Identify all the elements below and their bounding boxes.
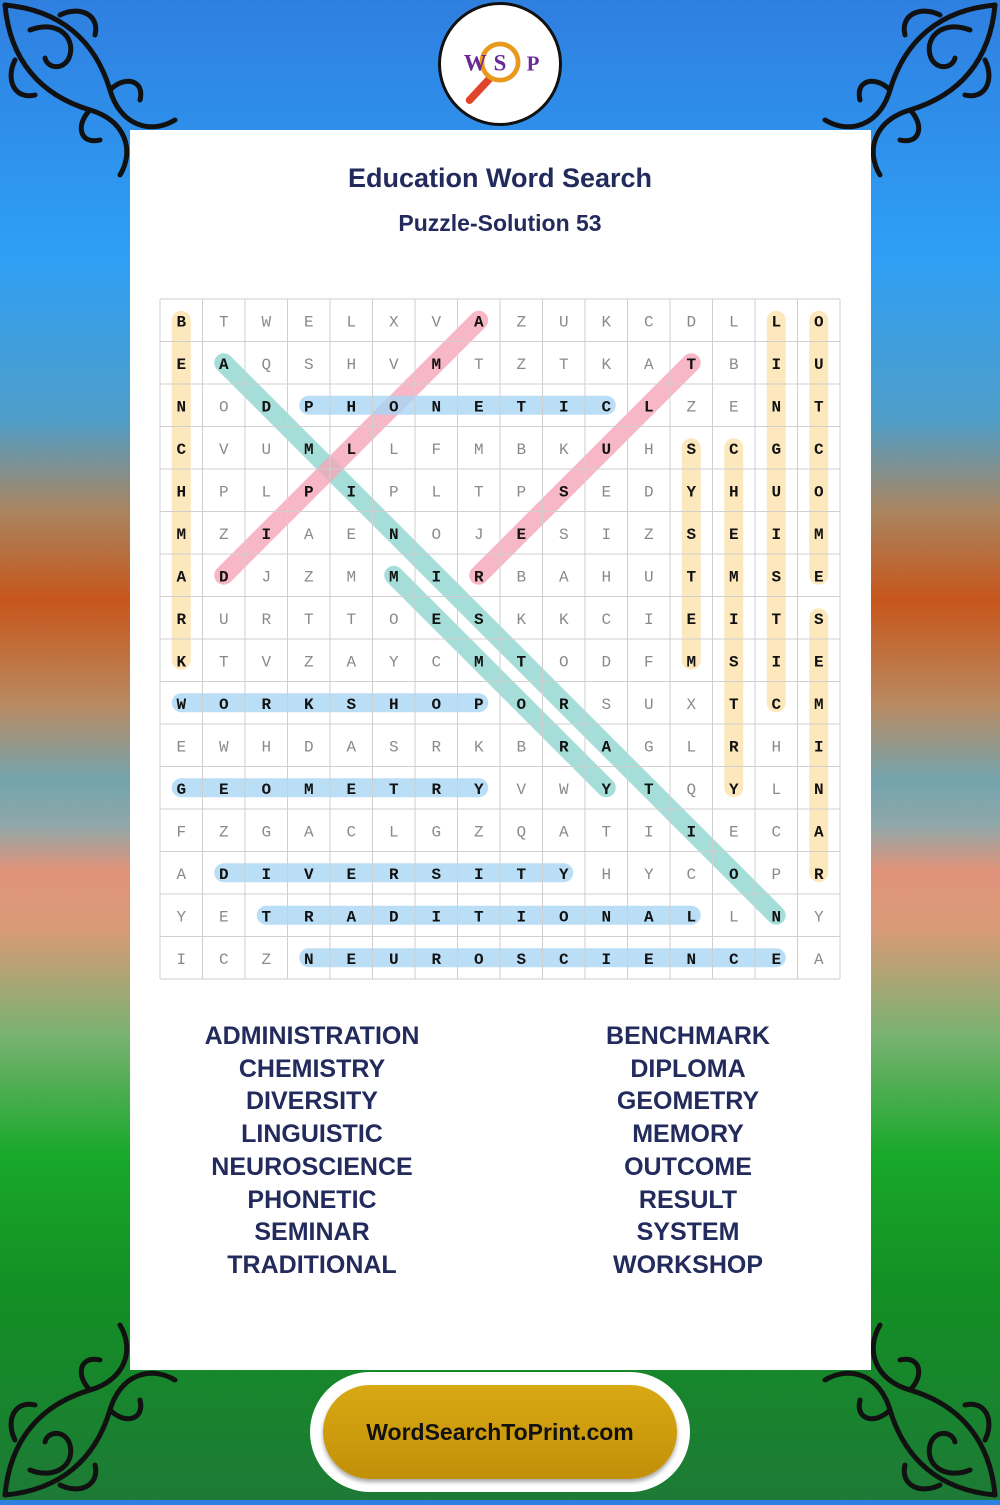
grid-cell-letter[interactable]: M — [473, 653, 484, 672]
grid-cell-letter[interactable]: A — [176, 568, 187, 587]
grid-cell-letter[interactable]: E — [346, 780, 357, 799]
grid-cell-letter[interactable]: I — [516, 908, 527, 927]
grid-cell-letter[interactable]: E — [303, 313, 314, 332]
grid-cell-letter[interactable]: U — [771, 483, 782, 502]
grid-cell-letter[interactable]: R — [813, 865, 824, 884]
grid-cell-letter[interactable]: C — [728, 950, 739, 969]
grid-cell-letter[interactable]: Z — [516, 313, 527, 332]
logo-letter-w: W — [463, 50, 487, 76]
word-list-item: SEMINAR — [254, 1218, 370, 1247]
grid-cell-letter[interactable]: R — [261, 610, 272, 629]
grid-cell-letter[interactable]: O — [813, 483, 824, 502]
word-list-left — [162, 1020, 462, 1282]
grid-cell-letter[interactable]: S — [558, 483, 569, 502]
grid-cell-letter[interactable]: N — [431, 398, 442, 417]
grid-cell-letter[interactable]: X — [388, 313, 399, 332]
grid-cell-letter[interactable]: L — [431, 483, 442, 502]
grid-cell-letter[interactable]: E — [771, 950, 782, 969]
grid-cell-letter[interactable]: Z — [473, 823, 484, 842]
grid-cell-letter[interactable]: B — [516, 738, 527, 757]
grid-cell-letter[interactable]: W — [558, 780, 569, 799]
grid-cell-letter[interactable]: Z — [218, 823, 229, 842]
page-subtitle: Puzzle-Solution 53 — [398, 210, 602, 236]
grid-cell-letter[interactable]: T — [643, 780, 654, 799]
grid-cell-letter[interactable]: T — [218, 653, 229, 672]
grid-cell-letter[interactable]: V — [218, 440, 229, 459]
grid-cell-letter[interactable]: S — [346, 695, 357, 714]
grid-cell-letter[interactable]: V — [388, 355, 399, 374]
grid-cell-letter[interactable]: C — [346, 823, 357, 842]
grid-cell-letter[interactable]: N — [771, 398, 782, 417]
grid-cell-letter[interactable]: C — [813, 440, 824, 459]
grid-cell-letter[interactable]: A — [176, 865, 187, 884]
word-list-item: PHONETIC — [247, 1185, 377, 1214]
grid-cell-letter[interactable]: N — [176, 398, 187, 417]
grid-cell-letter[interactable]: D — [686, 313, 697, 332]
grid-cell-letter[interactable]: I — [686, 823, 697, 842]
grid-cell-letter[interactable]: R — [431, 780, 442, 799]
grid-cell-letter[interactable]: L — [643, 398, 654, 417]
word-list-item: DIPLOMA — [630, 1054, 746, 1083]
grid-cell-letter[interactable]: E — [431, 610, 442, 629]
grid-cell-letter[interactable]: T — [388, 780, 399, 799]
grid-cell-letter[interactable]: P — [218, 483, 229, 502]
grid-cell-letter[interactable]: S — [686, 440, 697, 459]
grid-cell-letter[interactable]: T — [516, 865, 527, 884]
page-title: Education Word Search — [347, 163, 653, 193]
grid-cell-letter[interactable]: M — [346, 568, 357, 587]
grid-cell-letter[interactable]: K — [176, 653, 187, 672]
grid-cell-letter[interactable]: T — [473, 908, 484, 927]
grid-cell-letter[interactable]: C — [176, 440, 187, 459]
grid-cell-letter[interactable]: G — [771, 440, 782, 459]
grid-cell-letter[interactable]: E — [728, 823, 739, 842]
grid-cell-letter[interactable]: O — [558, 653, 569, 672]
grid-cell-letter[interactable]: R — [388, 865, 399, 884]
grid-cell-letter[interactable]: R — [431, 738, 442, 757]
grid-cell-letter[interactable]: D — [643, 483, 654, 502]
grid-cell-letter[interactable]: J — [473, 525, 484, 544]
grid-cell-letter[interactable]: K — [601, 355, 612, 374]
grid-cell-letter[interactable]: S — [431, 865, 442, 884]
grid-cell-letter[interactable]: S — [473, 610, 484, 629]
grid-cell-letter[interactable]: O — [218, 695, 229, 714]
grid-cell-letter[interactable]: V — [516, 780, 527, 799]
grid-cell-letter[interactable]: H — [643, 440, 654, 459]
grid-cell-letter[interactable]: Y — [388, 653, 399, 672]
grid-cell-letter[interactable]: M — [388, 568, 399, 587]
grid-cell-letter[interactable]: H — [601, 865, 612, 884]
grid-cell-letter[interactable]: A — [601, 738, 612, 757]
grid-cell-letter[interactable]: S — [558, 525, 569, 544]
grid-cell-letter[interactable]: A — [813, 823, 824, 842]
grid-cell-letter[interactable]: R — [261, 695, 272, 714]
grid-cell-letter[interactable]: O — [558, 908, 569, 927]
grid-cell-letter[interactable]: K — [601, 313, 612, 332]
grid-cell-letter[interactable]: O — [516, 695, 527, 714]
grid-cell-letter[interactable]: C — [686, 865, 697, 884]
grid-cell-letter[interactable]: M — [176, 525, 187, 544]
grid-cell-letter[interactable]: T — [728, 695, 739, 714]
grid-cell-letter[interactable]: O — [431, 525, 442, 544]
grid-cell-letter[interactable]: D — [261, 398, 272, 417]
grid-cell-letter[interactable]: S — [771, 568, 782, 587]
grid-cell-letter[interactable]: P — [303, 483, 314, 502]
grid-cell-letter[interactable]: T — [601, 823, 612, 842]
grid-cell-letter[interactable]: C — [601, 610, 612, 629]
grid-cell-letter[interactable]: Y — [686, 483, 697, 502]
grid-cell-letter[interactable]: G — [261, 823, 272, 842]
grid-cell-letter[interactable]: L — [686, 908, 697, 927]
grid-cell-letter[interactable]: Y — [176, 908, 187, 927]
grid-cell-letter[interactable]: C — [601, 398, 612, 417]
grid-cell-letter[interactable]: K — [558, 440, 569, 459]
grid-cell-letter[interactable]: U — [601, 440, 612, 459]
grid-cell-letter[interactable]: X — [686, 695, 697, 714]
grid-cell-letter[interactable]: F — [176, 823, 187, 842]
grid-cell-letter[interactable]: I — [643, 610, 654, 629]
grid-cell-letter[interactable]: L — [728, 313, 739, 332]
grid-cell-letter[interactable]: L — [261, 483, 272, 502]
grid-cell-letter[interactable]: Y — [558, 865, 569, 884]
word-list-item: ADMINISTRATION — [204, 1022, 420, 1050]
grid-cell-letter[interactable]: I — [813, 738, 824, 757]
word-list-item: SYSTEM — [636, 1218, 740, 1247]
grid-cell-letter[interactable]: I — [261, 865, 272, 884]
grid-cell-letter[interactable]: J — [261, 568, 272, 587]
word-list-item: NEUROSCIENCE — [211, 1152, 413, 1181]
grid-cell-letter[interactable]: R — [473, 568, 484, 587]
grid-cell-letter[interactable]: Y — [728, 780, 739, 799]
grid-cell-letter[interactable]: W — [261, 313, 272, 332]
grid-cell-letter[interactable]: R — [176, 610, 187, 629]
grid-cell-letter[interactable]: M — [473, 440, 484, 459]
grid-cell-letter[interactable]: S — [516, 950, 527, 969]
grid-cell-letter[interactable]: T — [686, 355, 697, 374]
grid-cell-letter[interactable]: N — [601, 908, 612, 927]
grid-cell-letter[interactable]: L — [686, 738, 697, 757]
grid-cell-letter[interactable]: T — [473, 355, 484, 374]
word-list-item: WORKSHOP — [613, 1250, 763, 1279]
grid-cell-letter[interactable]: I — [176, 950, 187, 969]
grid-cell-letter[interactable]: A — [346, 908, 357, 927]
grid-cell-letter[interactable]: S — [813, 610, 824, 629]
grid-cell-letter[interactable]: R — [558, 695, 569, 714]
grid-cell-letter[interactable]: C — [771, 695, 782, 714]
grid-cell-letter[interactable]: M — [728, 568, 739, 587]
grid-cell-letter[interactable]: Y — [601, 780, 612, 799]
grid-cell-letter[interactable]: Q — [686, 780, 697, 799]
grid-cell-letter[interactable]: E — [218, 908, 229, 927]
grid-cell-letter[interactable]: E — [643, 950, 654, 969]
grid-cell-letter[interactable]: E — [176, 738, 187, 757]
grid-cell-letter[interactable]: U — [218, 610, 229, 629]
grid-cell-letter[interactable]: T — [516, 653, 527, 672]
grid-cell-letter[interactable]: I — [771, 525, 782, 544]
grid-cell-letter[interactable]: K — [516, 610, 527, 629]
grid-cell-letter[interactable]: P — [303, 398, 314, 417]
grid-cell-letter[interactable]: T — [771, 610, 782, 629]
grid-cell-letter[interactable]: E — [813, 653, 824, 672]
grid-cell-letter[interactable]: B — [176, 313, 187, 332]
grid-cell-letter[interactable]: T — [218, 313, 229, 332]
grid-cell-letter[interactable]: N — [813, 780, 824, 799]
grid-cell-letter[interactable]: Z — [643, 525, 654, 544]
grid-cell-letter[interactable]: A — [473, 313, 484, 332]
grid-cell-letter[interactable]: M — [813, 525, 824, 544]
logo-letter-p: P — [526, 51, 540, 76]
grid-cell-letter[interactable]: U — [388, 950, 399, 969]
grid-cell-letter[interactable]: Z — [686, 398, 697, 417]
grid-cell-letter[interactable]: A — [346, 653, 357, 672]
grid-cell-letter[interactable]: O — [388, 398, 399, 417]
grid-cell-letter[interactable]: A — [558, 568, 569, 587]
grid-cell-letter[interactable]: R — [728, 738, 739, 757]
grid-cell-letter[interactable]: M — [431, 355, 442, 374]
grid-cell-letter[interactable]: R — [303, 908, 314, 927]
grid-cell-letter[interactable]: D — [218, 865, 229, 884]
grid-cell-letter[interactable]: I — [431, 908, 442, 927]
grid-cell-letter[interactable]: S — [601, 695, 612, 714]
logo-letter-s: S — [493, 50, 507, 76]
grid-cell-letter[interactable]: E — [218, 780, 229, 799]
grid-cell-letter[interactable]: F — [431, 440, 442, 459]
word-list-item: TRADITIONAL — [227, 1250, 397, 1279]
grid-cell-letter[interactable]: A — [813, 950, 824, 969]
site-link-button[interactable]: WordSearchToPrint.com — [323, 1385, 677, 1479]
grid-cell-letter[interactable]: I — [431, 568, 442, 587]
grid-cell-letter[interactable]: I — [601, 525, 612, 544]
grid-cell-letter[interactable]: K — [303, 695, 314, 714]
grid-cell-letter[interactable]: T — [516, 398, 527, 417]
grid-cell-letter[interactable]: D — [218, 568, 229, 587]
grid-cell-letter[interactable]: E — [473, 398, 484, 417]
grid-cell-letter[interactable]: L — [346, 440, 357, 459]
grid-cell-letter[interactable]: A — [218, 355, 229, 374]
grid-cell-letter[interactable]: U — [813, 355, 824, 374]
word-list-item: CHEMISTRY — [238, 1054, 386, 1083]
grid-cell-letter[interactable]: L — [771, 780, 782, 799]
grid-cell-letter[interactable]: K — [473, 738, 484, 757]
grid-cell-letter[interactable]: D — [388, 908, 399, 927]
grid-cell-letter[interactable]: Z — [218, 525, 229, 544]
grid-cell-letter[interactable]: Z — [303, 653, 314, 672]
word-list-item: DIVERSITY — [246, 1087, 378, 1116]
grid-cell-letter[interactable]: M — [303, 440, 314, 459]
grid-cell-letter[interactable]: M — [303, 780, 314, 799]
grid-cell-letter[interactable]: Z — [303, 568, 314, 587]
grid-cell-letter[interactable]: P — [473, 695, 484, 714]
grid-cell-letter[interactable]: M — [813, 695, 824, 714]
grid-cell-letter[interactable]: Q — [516, 823, 527, 842]
grid-cell-letter[interactable]: V — [303, 865, 314, 884]
grid-cell-letter[interactable]: S — [388, 738, 399, 757]
grid-cell-letter[interactable]: K — [558, 610, 569, 629]
grid-cell-letter[interactable]: U — [558, 313, 569, 332]
grid-cell-letter[interactable]: P — [771, 865, 782, 884]
grid-cell-letter[interactable]: B — [728, 355, 739, 374]
grid-cell-letter[interactable]: T — [813, 398, 824, 417]
grid-cell-letter[interactable]: L — [388, 440, 399, 459]
grid-cell-letter[interactable]: G — [643, 738, 654, 757]
grid-cell-letter[interactable]: Y — [473, 780, 484, 799]
grid-cell-letter[interactable]: I — [558, 398, 569, 417]
grid-cell-letter[interactable]: B — [516, 568, 527, 587]
grid-cell-letter[interactable]: L — [771, 313, 782, 332]
grid-cell-letter[interactable]: L — [728, 908, 739, 927]
grid-cell-letter[interactable]: V — [261, 653, 272, 672]
grid-cell-letter[interactable]: R — [431, 950, 442, 969]
grid-cell-letter[interactable]: A — [643, 355, 654, 374]
grid-cell-letter[interactable]: L — [388, 823, 399, 842]
grid-cell-letter[interactable]: N — [686, 950, 697, 969]
grid-cell-letter[interactable]: S — [686, 525, 697, 544]
grid-cell-letter[interactable]: E — [686, 610, 697, 629]
grid-cell-letter[interactable]: T — [303, 610, 314, 629]
grid-cell-letter[interactable]: T — [346, 610, 357, 629]
grid-cell-letter[interactable]: I — [261, 525, 272, 544]
grid-cell-letter[interactable]: U — [261, 440, 272, 459]
grid-cell-letter[interactable]: E — [516, 525, 527, 544]
grid-cell-letter[interactable]: T — [473, 483, 484, 502]
grid-cell-letter[interactable]: A — [643, 908, 654, 927]
grid-cell-letter[interactable]: F — [643, 653, 654, 672]
grid-cell-letter[interactable]: L — [346, 313, 357, 332]
grid-cell-letter[interactable]: C — [431, 653, 442, 672]
word-list-item: LINGUISTIC — [241, 1120, 383, 1149]
grid-cell-letter[interactable]: C — [218, 950, 229, 969]
grid-cell-letter[interactable]: A — [346, 738, 357, 757]
grid-cell-letter[interactable]: A — [303, 525, 314, 544]
grid-cell-letter[interactable]: E — [728, 525, 739, 544]
grid-cell-letter[interactable]: I — [346, 483, 357, 502]
grid-cell-letter[interactable]: T — [261, 908, 272, 927]
grid-cell-letter[interactable]: P — [388, 483, 399, 502]
grid-cell-letter[interactable]: E — [813, 568, 824, 587]
grid-cell-letter[interactable]: H — [261, 738, 272, 757]
grid-cell-letter[interactable]: Y — [813, 908, 824, 927]
grid-cell-letter[interactable]: O — [728, 865, 739, 884]
grid-cell-letter[interactable]: H — [771, 738, 782, 757]
grid-cell-letter[interactable]: C — [771, 823, 782, 842]
grid-cell-letter[interactable]: U — [643, 568, 654, 587]
grid-cell-letter[interactable]: H — [388, 695, 399, 714]
grid-cell-letter[interactable]: I — [771, 355, 782, 374]
grid-cell-letter[interactable]: Q — [261, 355, 272, 374]
grid-cell-letter[interactable]: R — [558, 738, 569, 757]
grid-cell-letter[interactable]: E — [346, 865, 357, 884]
grid-cell-letter[interactable]: O — [473, 950, 484, 969]
grid-cell-letter[interactable]: A — [558, 823, 569, 842]
grid-cell-letter[interactable]: I — [728, 610, 739, 629]
grid-cell-letter[interactable]: C — [728, 440, 739, 459]
grid-cell-letter[interactable]: B — [516, 440, 527, 459]
grid-cell-letter[interactable]: O — [261, 780, 272, 799]
grid-cell-letter[interactable]: N — [771, 908, 782, 927]
grid-cell-letter[interactable]: O — [813, 313, 824, 332]
grid-cell-letter[interactable]: Z — [516, 355, 527, 374]
grid-cell-letter[interactable]: M — [686, 653, 697, 672]
grid-cell-letter[interactable]: D — [303, 738, 314, 757]
grid-cell-letter[interactable]: O — [218, 398, 229, 417]
grid-cell-letter[interactable]: W — [176, 695, 187, 714]
grid-cell-letter[interactable]: E — [176, 355, 187, 374]
grid-cell-letter[interactable]: H — [728, 483, 739, 502]
grid-cell-letter[interactable]: E — [601, 483, 612, 502]
grid-cell-letter[interactable]: H — [346, 355, 357, 374]
word-list-item: MEMORY — [632, 1120, 744, 1149]
grid-cell-letter[interactable]: G — [176, 780, 187, 799]
grid-cell-letter[interactable]: G — [431, 823, 442, 842]
grid-cell-letter[interactable]: O — [431, 695, 442, 714]
grid-cell-letter[interactable]: T — [558, 355, 569, 374]
grid-cell-letter[interactable]: C — [558, 950, 569, 969]
grid-cell-letter[interactable]: S — [303, 355, 314, 374]
grid-cell-letter[interactable]: Y — [643, 865, 654, 884]
grid-cell-letter[interactable]: U — [643, 695, 654, 714]
grid-cell-letter[interactable]: I — [771, 653, 782, 672]
grid-cell-letter[interactable]: Z — [261, 950, 272, 969]
grid-cell-letter[interactable]: I — [473, 865, 484, 884]
word-list-item: OUTCOME — [624, 1152, 752, 1181]
word-list-right — [538, 1020, 838, 1282]
grid-cell-letter[interactable]: H — [346, 398, 357, 417]
word-list-item: GEOMETRY — [616, 1087, 760, 1116]
grid-cell-letter[interactable]: I — [601, 950, 612, 969]
grid-cell-letter[interactable]: D — [601, 653, 612, 672]
grid-cell-letter[interactable]: C — [643, 313, 654, 332]
grid-cell-letter[interactable]: W — [218, 738, 229, 757]
grid-cell-letter[interactable]: H — [601, 568, 612, 587]
word-list-item: BENCHMARK — [606, 1022, 770, 1050]
grid-cell-letter[interactable]: V — [431, 313, 442, 332]
grid-cell-letter[interactable]: S — [728, 653, 739, 672]
grid-cell-letter[interactable]: P — [516, 483, 527, 502]
grid-cell-letter[interactable]: O — [388, 610, 399, 629]
grid-cell-letter[interactable]: A — [303, 823, 314, 842]
grid-cell-letter[interactable]: H — [176, 483, 187, 502]
grid-cell-letter[interactable]: I — [643, 823, 654, 842]
grid-cell-letter[interactable]: N — [388, 525, 399, 544]
word-list-item: RESULT — [638, 1185, 738, 1214]
grid-cell-letter[interactable]: E — [346, 950, 357, 969]
grid-cell-letter[interactable]: E — [346, 525, 357, 544]
grid-cell-letter[interactable]: E — [728, 398, 739, 417]
grid-cell-letter[interactable]: N — [303, 950, 314, 969]
grid-cell-letter[interactable]: T — [686, 568, 697, 587]
